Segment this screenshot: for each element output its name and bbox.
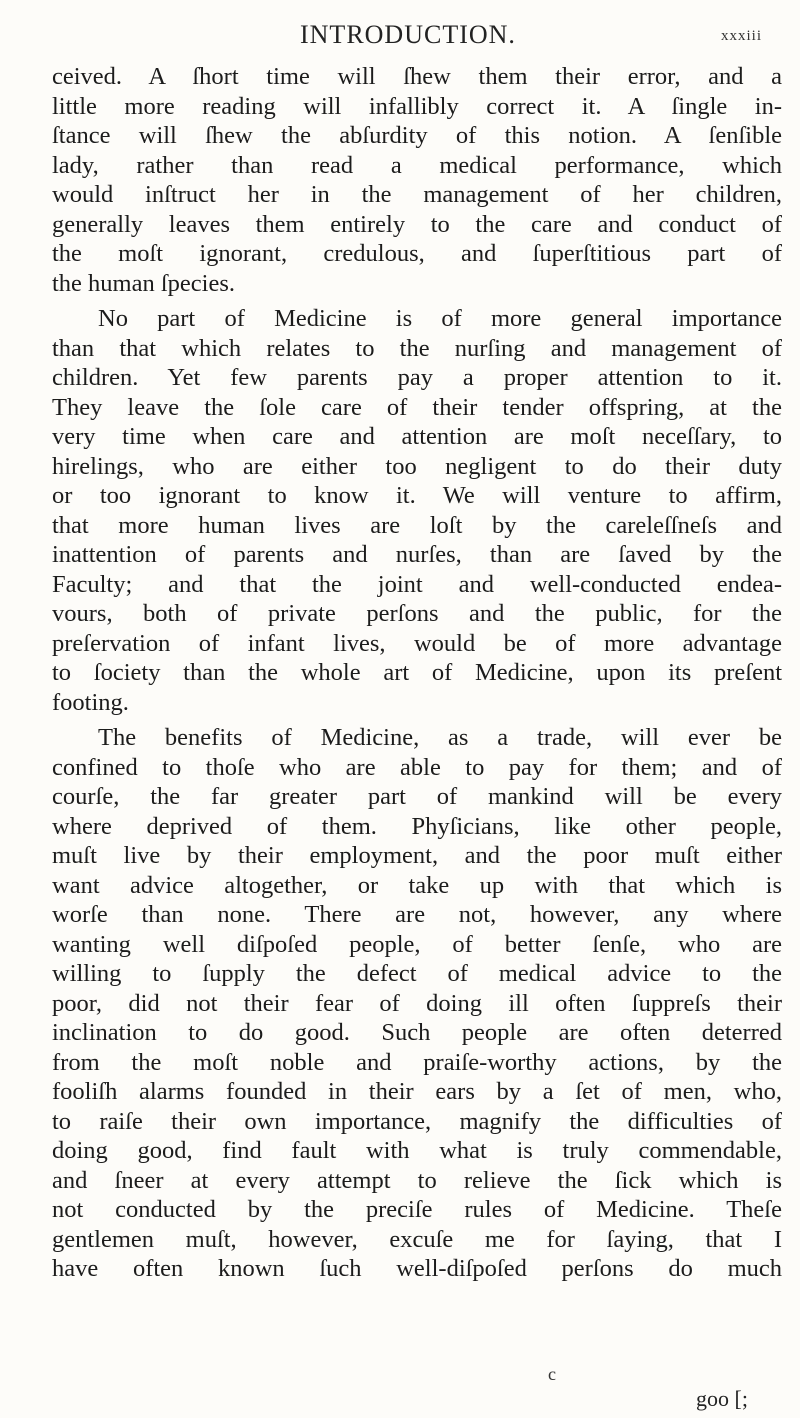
- text-line: muſt live by their employment, and the poor muſt either: [52, 842, 782, 869]
- running-head: [0, 8, 800, 54]
- text-line: courſe, the far greater part of mankind will be every: [52, 783, 782, 810]
- text-line: want advice altogether, or take up with that which is: [52, 871, 782, 899]
- text-line: Faculty; and that the joint and well-conducted endea-: [52, 570, 782, 598]
- text-line: to raiſe their own importance, magnify the difficulties of: [52, 1107, 782, 1135]
- text-line: footing.: [52, 688, 129, 716]
- text-line: No part of Medicine is of more general importance: [98, 305, 782, 332]
- text-line: to ſociety than the whole art of Medicine, upon its preſent: [52, 659, 782, 686]
- running-title: INTRODUCTION.: [300, 20, 516, 49]
- text-line: inclination to do good. Such people are often deterred: [52, 1019, 782, 1046]
- text-line: little more reading will infallibly correct it. A ſingle in-: [52, 92, 782, 120]
- text-line: The benefits of Medicine, as a trade, will ever be: [98, 724, 782, 751]
- text-line: preſervation of infant lives, would be of more advantage: [52, 629, 782, 657]
- text-line: They leave the ſole care of their tender offspring, at the: [52, 393, 782, 421]
- text-line: the moſt ignorant, credulous, and ſuperſtitious part of: [52, 240, 782, 267]
- text-line: not conducted by the preciſe rules of Medicine. Theſe: [52, 1196, 782, 1223]
- text-line: very time when care and attention are moſt neceſſary, to: [52, 423, 782, 450]
- text-line: generally leaves them entirely to the care and conduct of: [52, 210, 782, 238]
- text-line: inattention of parents and nurſes, than are ſaved by the: [52, 541, 782, 568]
- text-line: than that which relates to the nurſing and management of: [52, 334, 782, 362]
- signature-mark: c: [548, 1364, 556, 1384]
- text-line: wanting well diſpoſed people, of better ſenſe, who are: [52, 930, 782, 958]
- text-line: willing to ſupply the defect of medical advice to the: [52, 960, 782, 987]
- text-line: confined to thoſe who are able to pay for them; and of: [52, 753, 782, 781]
- text-line: doing good, find fault with what is truly commendable,: [52, 1137, 782, 1164]
- text-line: vours, both of private perſons and the public, for the: [52, 600, 782, 627]
- page-number: xxxiii: [720, 28, 762, 44]
- text-line: hirelings, who are either too negligent to do their duty: [52, 452, 782, 480]
- text-line: or too ignorant to know it. We will venture to affirm,: [52, 482, 782, 509]
- text-line: lady, rather than read a medical performance, which: [52, 151, 782, 179]
- text-line: the human ſpecies.: [52, 269, 236, 297]
- text-line: children. Yet few parents pay a proper attention to it.: [52, 364, 782, 391]
- text-line: would inſtruct her in the management of her children,: [52, 181, 782, 208]
- text-line: where deprived of them. Phyſicians, like other people,: [52, 812, 782, 840]
- catchword: goo [;: [696, 1386, 748, 1411]
- text-line: gentlemen muſt, however, excuſe me for ſaying, that I: [52, 1225, 782, 1253]
- text-line: that more human lives are loſt by the careleſſneſs and: [52, 511, 782, 539]
- text-line: have often known ſuch well-diſpoſed perſons do much: [52, 1255, 782, 1282]
- text-line: worſe than none. There are not, however, any where: [52, 901, 782, 928]
- text-line: fooliſh alarms founded in their ears by a ſet of men, who,: [52, 1078, 782, 1105]
- text-line: from the moſt noble and praiſe-worthy actions, by the: [52, 1048, 782, 1076]
- text-line: ſtance will ſhew the abſurdity of this notion. A ſenſible: [52, 122, 782, 149]
- text-line: poor, did not their fear of doing ill often ſuppreſs their: [52, 989, 782, 1017]
- body-text: [52, 62, 782, 1284]
- text-line: ceived. A ſhort time will ſhew them their error, and a: [52, 63, 782, 90]
- text-line: and ſneer at every attempt to relieve the ſick which is: [52, 1166, 782, 1194]
